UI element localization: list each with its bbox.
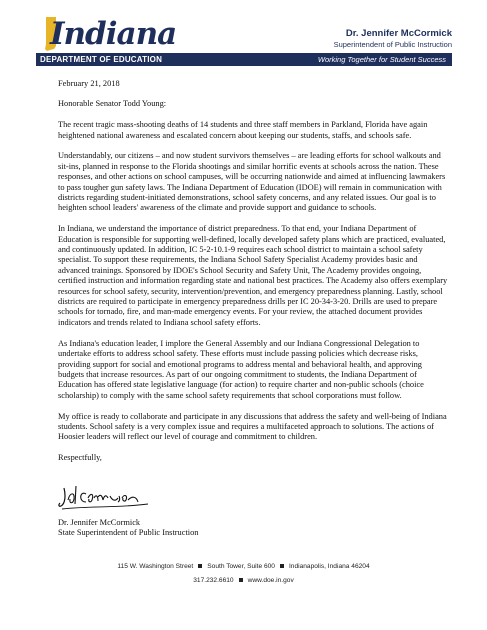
paragraph-2: Understandably, our citizens – and now student survivors themselves – are leading efforts for school walkouts and sit-ins, planned in response to the Florida shootings and similar horrific events at schools across the nation. These responses, and other actions on school campuses, will be occurring nationwide and aimed at influencing lawmakers to pass tougher gun safety laws. The Indiana Department of Education (IDOE) will remain in communication with districts regarding student-initiated demonstrations, school safety concerns, and any related issues. Our goal is to heighten school leaders' awareness of the climate and provide support and guidance to schools. (58, 151, 446, 213)
superintendent-title: Superintendent of Public Instruction (333, 40, 452, 49)
paragraph-3: In Indiana, we understand the importance of district preparedness. To that end, your Indiana Department of Education is responsible for supporting well-defined, locally developed safety plans which are practiced, evaluated, and continuously updated. In addition, IC 5-2-10.1-9 requires each school district to maintain a school safety specialist. To support these requirements, the Indiana School Safety Specialist Academy provides basic and advanced trainings. Sponsored by IDOE's School Security and Safety Unit, The Academy provides ongoing, certified instruction and information regarding state and national best practices. The Academy also offers exemplary resources for school safety, security, intervention/prevention, and emergency preparedness planning. Lastly, school districts are required to participate in emergency preparedness drills per IC 20-34-3-20. Drills are used to prepare schools for tornado, fire, and man-made emergency events. For your review, the attached document provides indicators and trends related to Indiana school safety efforts. (58, 224, 448, 327)
separator-square-icon (280, 564, 284, 568)
paragraph-5: My office is ready to collaborate and participate in any discussions that address the safety and well-being of Indiana students. School safety is a very complex issue and requires a multifaceted approach to solutions. The actions of Hoosier leaders will reflect our level of courage and commitment to children. (58, 411, 447, 442)
paragraph-1: The recent tragic mass-shooting deaths of 14 students and three staff members in Parkland, Florida have again heightened national awareness and escalated concern about keeping our students, staffs, and schools safe. (58, 120, 428, 140)
handwritten-signature (58, 482, 153, 512)
signer-name: Dr. Jennifer McCormick (58, 518, 141, 527)
indiana-logo (36, 10, 186, 56)
closing: Respectfully, (58, 453, 102, 463)
footer-website: www.doe.in.gov (247, 577, 294, 584)
logo-wordmark: Indiana (50, 16, 177, 52)
salutation: Honorable Senator Todd Young: (58, 99, 167, 109)
superintendent-name: Dr. Jennifer McCormick (345, 28, 452, 39)
footer-city: Indianapolis, Indiana 46204 (288, 563, 370, 570)
header-banner (36, 53, 452, 66)
footer-contact (0, 577, 487, 584)
letter-date: February 21, 2018 (58, 79, 120, 88)
footer-address (0, 563, 487, 570)
separator-square-icon (239, 578, 243, 582)
letter-body (58, 79, 450, 474)
tagline: Working Together for Student Success (317, 55, 446, 64)
department-name: DEPARTMENT OF EDUCATION (40, 55, 163, 64)
footer-street: 115 W. Washington Street (117, 563, 194, 570)
footer-phone: 317.232.6610 (193, 577, 234, 584)
separator-square-icon (198, 564, 202, 568)
signer-title: State Superintendent of Public Instruction (58, 528, 199, 537)
paragraph-4: As Indiana's education leader, I implore the General Assembly and our Indiana Congressional Delegation to undertake efforts to address school safety. These efforts must include passing policies which decrease risks, providing support for social and emotional programs to address mental and behavioral health, and approving budgets that increase resources. As part of our ongoing commitment to students, the Indiana Department of Education has offered state legislative language (for action) to require charter and non-public schools (choice scholarship) to comply with the same school safety requirements that school corporations must follow. (58, 338, 424, 400)
footer-suite: South Tower, Suite 600 (207, 563, 275, 570)
